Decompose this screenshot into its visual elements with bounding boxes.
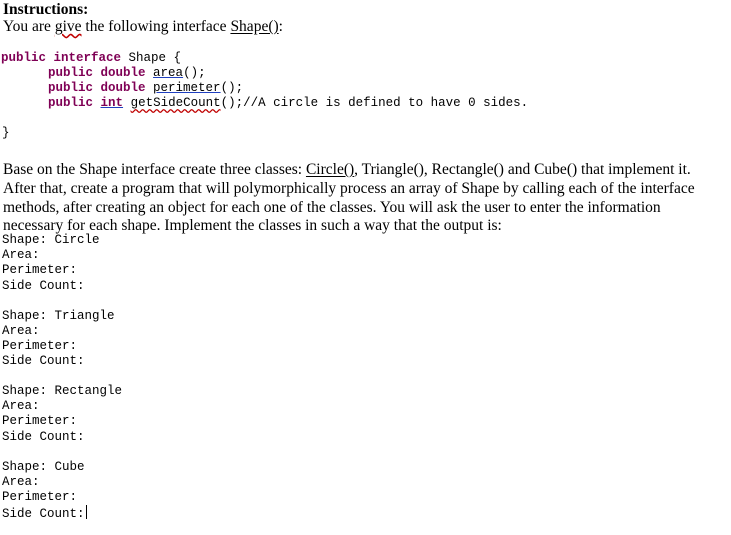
paragraph-line-4: necessary for each shape. Implement the classes in such a way that the output is: [3, 217, 502, 234]
code-line-perimeter [48, 81, 243, 95]
output-rectangle-perimeter: Perimeter: [2, 414, 78, 428]
code-line-interface [1, 51, 181, 65]
output-rectangle-area: Area: [2, 399, 40, 413]
output-cube-shape: Shape: Cube [2, 460, 85, 474]
output-cube-area: Area: [2, 475, 40, 489]
code-line-close: } [2, 126, 10, 140]
paragraph-line-1 [3, 161, 691, 179]
intro-give: give [54, 18, 82, 35]
instructions-heading: Instructions: [3, 1, 89, 18]
output-rectangle-sides: Side Count: [2, 430, 85, 444]
perimeter-rest: (); [220, 81, 244, 95]
intro-shape-link: Shape() [230, 18, 279, 35]
paragraph-line-2: After that, create a program that will polymorphically process an array of Shape by calling each of the interface [3, 180, 695, 197]
code-line-area [48, 66, 206, 80]
p1-before: Base on the Shape interface create three classes: [3, 161, 306, 178]
kw-interface: interface [53, 51, 122, 65]
output-circle-shape: Shape: Circle [2, 233, 100, 247]
intro-line [3, 18, 283, 36]
area-rest: (); [183, 66, 206, 80]
paragraph-line-3: methods, after creating an object for each one of the classes. You will ask the user to enter the information [3, 199, 661, 216]
kw-public-double-2: public double [48, 81, 146, 95]
sidecount-rest: ();//A circle is defined to have 0 sides. [220, 96, 529, 110]
intro-before: You are [3, 18, 55, 35]
output-cube-perimeter: Perimeter: [2, 490, 78, 504]
interface-rest: Shape { [121, 51, 182, 65]
output-circle-sides: Side Count: [2, 279, 85, 293]
method-getsidecount: getSideCount [130, 96, 221, 110]
kw-public: public [1, 51, 47, 65]
text-cursor [86, 505, 87, 519]
output-circle-area: Area: [2, 248, 40, 262]
kw-public-double: public double [48, 66, 146, 80]
output-rectangle-shape: Shape: Rectangle [2, 384, 123, 398]
output-triangle-area: Area: [2, 324, 40, 338]
output-triangle-shape: Shape: Triangle [2, 309, 115, 323]
p1-circle-link: Circle() [305, 161, 355, 178]
kw-int: int [100, 96, 124, 110]
intro-after: : [278, 18, 283, 35]
method-area: area [153, 66, 184, 80]
intro-middle: the following interface [81, 18, 231, 35]
output-circle-perimeter: Perimeter: [2, 263, 78, 277]
kw-public-3: public [48, 96, 94, 110]
output-cube-sides-line[interactable] [2, 505, 87, 521]
output-cube-sides: Side Count: [2, 507, 85, 521]
code-line-sidecount [48, 96, 528, 110]
method-perimeter: perimeter [153, 81, 221, 95]
p1-after: , Triangle(), Rectangle() and Cube() that implement it. [354, 161, 691, 178]
output-triangle-perimeter: Perimeter: [2, 339, 78, 353]
output-triangle-sides: Side Count: [2, 354, 85, 368]
